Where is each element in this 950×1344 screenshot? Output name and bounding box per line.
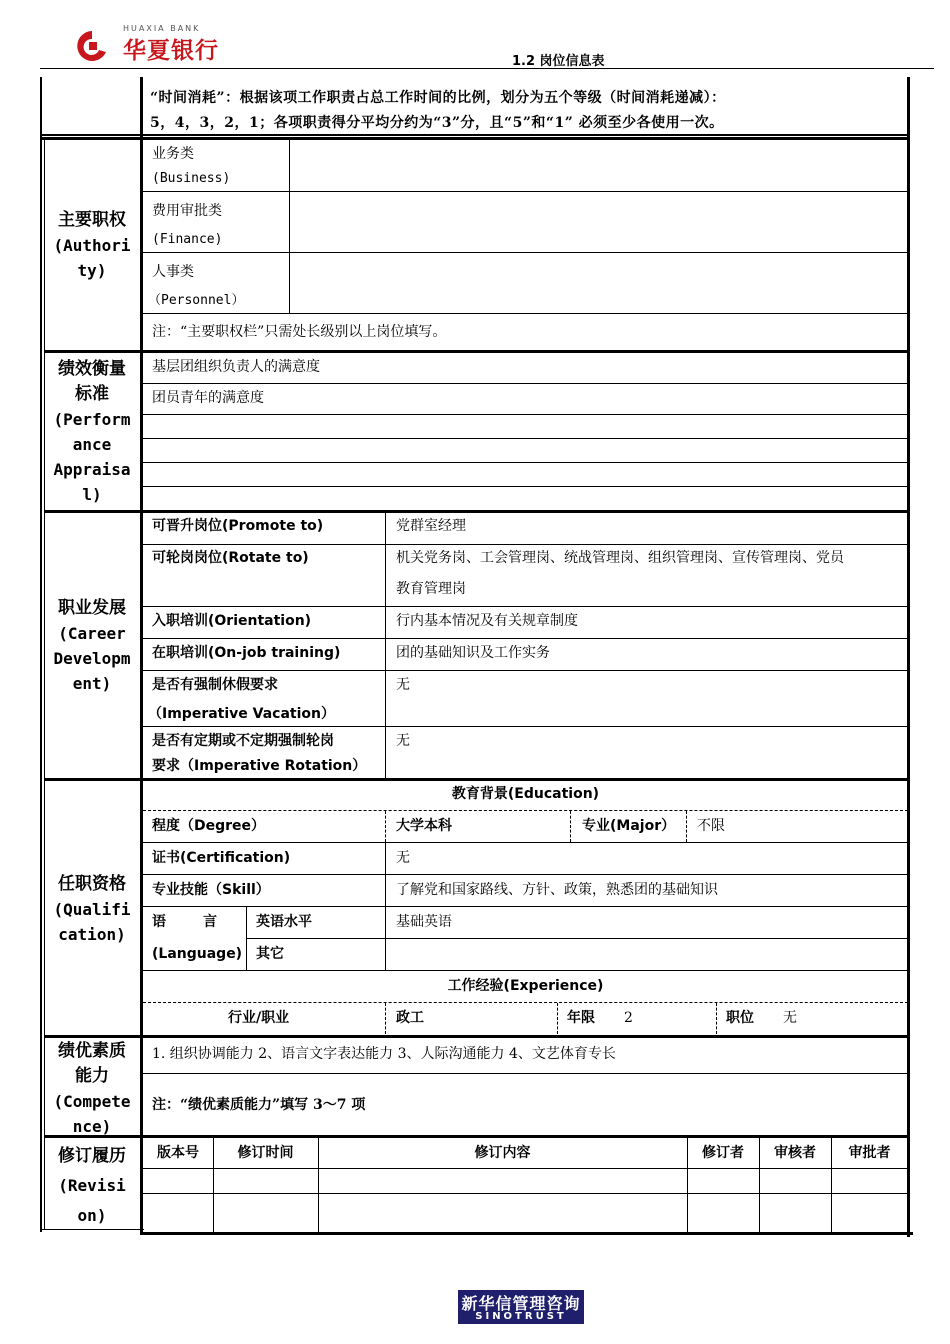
career-label-en-3: ent): [72, 674, 112, 693]
sep-qualification: [44, 1035, 910, 1038]
qualification-label: [46, 872, 138, 947]
rotate-label: 可轮岗岗位(Rotate to): [152, 550, 309, 566]
sep-competence: [44, 1135, 910, 1138]
table-left-border: [40, 77, 42, 1232]
career-line-4: [143, 670, 908, 671]
career-label-en-2: Developm: [53, 649, 131, 668]
career-col: [385, 513, 386, 778]
major-label: 专业(Major）: [582, 818, 676, 834]
footer-logo-cn: 新华信管理咨询: [461, 1294, 581, 1313]
career-label-en-1: (Career: [58, 624, 126, 643]
sep-performance: [44, 510, 910, 513]
competence-label: [46, 1039, 138, 1139]
career-label: [46, 596, 138, 696]
lang-col: [246, 907, 247, 971]
qual-line-2: [143, 842, 908, 843]
auth-line-2: [143, 252, 908, 253]
auth-note: 注：“主要职权栏”只需处长级别以上岗位填写。: [152, 324, 447, 340]
performance-label-cn-1: 绩效衡量: [58, 359, 126, 379]
qual-vdash-1: [385, 811, 386, 842]
authority-label-cn: 主要职权: [58, 210, 126, 230]
auth-line-1: [143, 191, 908, 192]
cert-value: 无: [396, 850, 410, 866]
authority-label-en-1: (Authori: [53, 236, 131, 255]
vacation-value: 无: [396, 677, 410, 693]
rev-line-2: [143, 1193, 908, 1194]
competence-note: 注：“绩优素质能力”填写 3～7 项: [152, 1097, 366, 1113]
revision-label: [46, 1141, 138, 1231]
competence-label-cn-2: 能力: [75, 1066, 109, 1086]
auth-business-en: (Business): [152, 171, 231, 186]
major-value: 不限: [697, 818, 725, 834]
performance-label-en-2: ance: [72, 435, 112, 454]
promote-label: 可晋升岗位(Promote to): [152, 518, 324, 534]
authority-label-en-2: ty): [77, 261, 107, 280]
perf-item-1: 基层团组织负责人的满意度: [152, 359, 320, 375]
perf-line-4: [143, 462, 908, 463]
auth-col: [289, 140, 290, 314]
auth-finance-en: (Finance): [152, 232, 223, 247]
vacation-label-2: （Imperative Vacation）: [148, 706, 335, 722]
industry-label: 行业/职业: [228, 1010, 290, 1026]
experience-header: 工作经验(Experience): [447, 978, 604, 994]
auth-line-3: [143, 313, 908, 314]
qual-vdash-5: [557, 1003, 558, 1034]
performance-label-cn-2: 标准: [75, 384, 109, 404]
qual-dash-1: [143, 810, 908, 811]
competence-label-en-2: nce): [72, 1117, 112, 1136]
rev-header-version: 版本号: [157, 1145, 199, 1161]
auth-personnel-en: （Personnel）: [148, 293, 245, 308]
qual-line-3: [143, 874, 908, 875]
rev-header-approver: 审批者: [848, 1145, 891, 1161]
perf-line-1: [143, 383, 908, 384]
qualification-label-en-2: cation): [58, 925, 126, 944]
revision-label-cn: 修订履历: [58, 1146, 126, 1166]
qual-line-6: [143, 970, 908, 971]
vacation-label-1: 是否有强制休假要求: [152, 677, 278, 693]
competence-value: 1. 组织协调能力 2、语言文字表达能力 3、人际沟通能力 4、文艺体育专长: [152, 1046, 616, 1062]
label-column-divider: [140, 77, 143, 1234]
position-value: 无: [783, 1010, 797, 1026]
perf-line-5: [143, 486, 908, 487]
competence-label-en-1: (Compete: [53, 1092, 131, 1111]
rotation-label-2: 要求（Imperative Rotation）: [152, 758, 367, 774]
rev-header-reviser: 修订者: [702, 1145, 744, 1161]
english-value: 基础英语: [396, 914, 452, 930]
auth-finance-cn: 费用审批类: [152, 203, 222, 219]
qual-line-4: [143, 906, 908, 907]
auth-personnel-cn: 人事类: [152, 264, 194, 280]
qual-col: [385, 843, 386, 971]
years-label: 年限: [567, 1010, 595, 1026]
industry-value: 政工: [396, 1010, 424, 1026]
rotation-value: 无: [396, 733, 410, 749]
performance-label-en-1: (Perform: [53, 410, 131, 429]
language-label-1: 语 言: [152, 914, 220, 930]
sep-time-2: [40, 137, 910, 140]
sep-authority: [44, 350, 910, 353]
career-line-2: [143, 606, 908, 607]
perf-line-3: [143, 438, 908, 439]
rev-header-time: 修订时间: [237, 1145, 294, 1161]
career-line-3: [143, 638, 908, 639]
english-label: 英语水平: [256, 914, 312, 930]
performance-label-en-3: Appraisa: [53, 460, 131, 479]
huaxia-bank-logo-icon: [72, 28, 112, 64]
revision-label-en-2: on): [77, 1206, 107, 1225]
rotate-value-2: 教育管理岗: [396, 581, 466, 597]
degree-value: 大学本科: [396, 818, 452, 834]
time-note-line-2: 5，4，3，2，1；各项职责得分平均分约为“3”分，且“5”和“1” 必须至少各使用一次。: [150, 115, 724, 131]
onjob-value: 团的基础知识及工作实务: [396, 645, 550, 661]
onjob-label: 在职培训(On-job training): [152, 645, 341, 661]
logo-english-text: HUAXIA BANK: [123, 24, 201, 33]
qualification-label-en-1: (Qualifi: [53, 900, 131, 919]
revision-label-en-1: (Revisi: [58, 1176, 126, 1195]
qualification-label-cn: 任职资格: [58, 874, 126, 894]
rev-header-auditor: 审核者: [774, 1145, 816, 1161]
qual-line-5: [246, 938, 908, 939]
auth-business-cn: 业务类: [152, 146, 194, 162]
qual-vdash-6: [716, 1003, 717, 1034]
page-title: 1.2 岗位信息表: [512, 54, 605, 69]
career-line-5: [143, 726, 908, 727]
inner-left-border: [44, 137, 45, 1229]
header-divider: [40, 68, 934, 69]
degree-label: 程度（Degree）: [152, 818, 266, 834]
career-line-1: [143, 544, 908, 545]
comp-line-1: [143, 1073, 908, 1074]
orientation-value: 行内基本情况及有关规章制度: [396, 613, 578, 629]
rev-header-content: 修订内容: [474, 1145, 531, 1161]
competence-label-cn-1: 绩优素质: [58, 1041, 126, 1061]
position-label: 职位: [726, 1010, 754, 1026]
authority-label: [46, 208, 138, 283]
career-label-cn: 职业发展: [58, 598, 126, 618]
skill-label: 专业技能（Skill）: [152, 882, 270, 898]
cert-label: 证书(Certification): [152, 850, 291, 866]
qual-vdash-4: [385, 1003, 386, 1034]
logo-chinese-text: 华夏银行: [123, 38, 219, 64]
time-note-line-1: “时间消耗”：根据该项工作职责占总工作时间的比例，划分为五个等级（时间消耗递减）：: [150, 90, 726, 106]
qual-vdash-3: [686, 811, 687, 842]
perf-item-2: 团员青年的满意度: [152, 390, 264, 406]
qual-vdash-2: [570, 811, 571, 842]
footer-logo-en: SINOTRUST: [475, 1311, 567, 1322]
sep-career: [44, 778, 910, 781]
performance-label: [46, 357, 138, 507]
education-header: 教育背景(Education): [451, 786, 600, 802]
years-value: 2: [624, 1010, 633, 1026]
language-label-2: (Language): [152, 946, 243, 962]
promote-value: 党群室经理: [396, 518, 466, 534]
rev-line-1: [143, 1168, 908, 1169]
qual-dash-2: [143, 1002, 908, 1003]
performance-label-en-4: l): [82, 485, 102, 504]
skill-value: 了解党和国家路线、方针、政策，熟悉团的基础知识: [396, 882, 718, 898]
table-bottom-border: [140, 1232, 913, 1235]
rotate-value-1: 机关党务岗、工会管理岗、统战管理岗、组织管理岗、宣传管理岗、党员: [396, 550, 844, 566]
perf-line-2: [143, 414, 908, 415]
table-right-border: [907, 77, 910, 1237]
orientation-label: 入职培训(Orientation): [152, 613, 312, 629]
rotation-label-1: 是否有定期或不定期强制轮岗: [152, 733, 334, 749]
other-label: 其它: [256, 946, 284, 962]
